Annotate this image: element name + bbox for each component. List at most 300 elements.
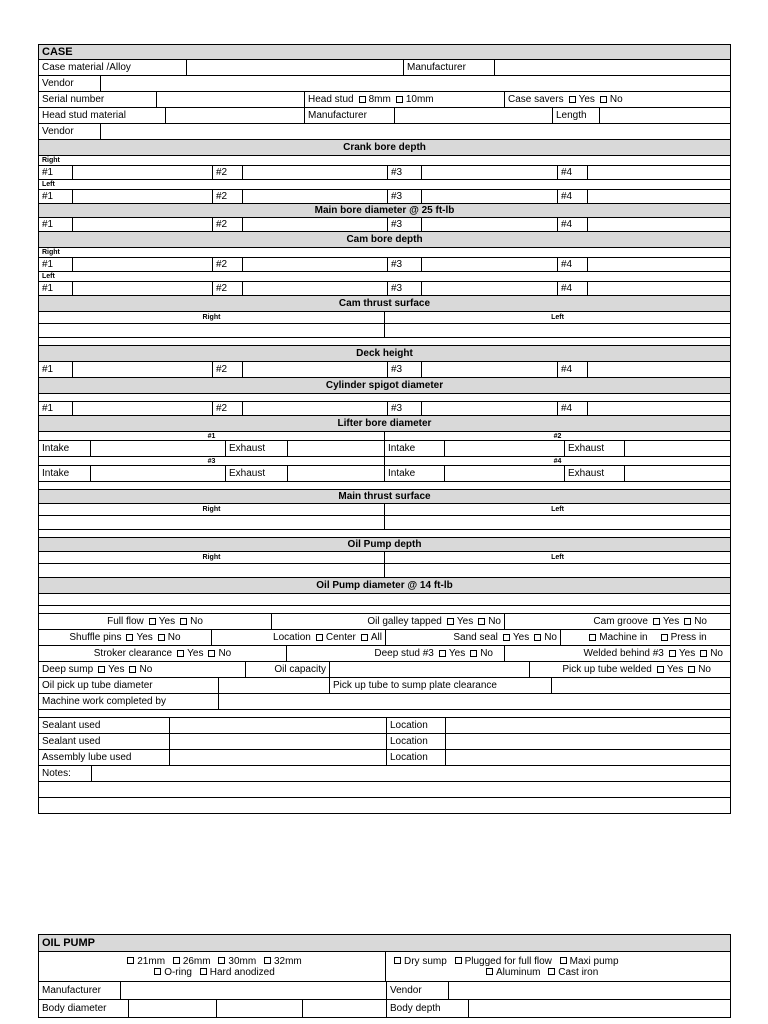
lifter-2-exhaust-field[interactable] [625,441,730,456]
machine-work-label: Machine work completed by [39,694,219,709]
all-label: All [370,632,382,643]
n1-label: #1 [39,402,73,415]
cam-right-4-field[interactable] [588,258,730,271]
aluminum-checkbox[interactable] [486,968,493,975]
sand-seal-no-checkbox[interactable] [534,634,541,641]
head-stud-10mm-label: 10mm [405,94,434,105]
pickup-diameter-field[interactable] [219,678,330,693]
spacer [39,530,730,537]
dry-sump-checkbox[interactable] [394,957,401,964]
shuffle-pins-no-checkbox[interactable] [158,634,165,641]
sealant-2-location-field[interactable] [446,734,730,749]
spacer [39,338,730,345]
deep-stud-yes-checkbox[interactable] [439,650,446,657]
spacer [39,394,730,401]
spigot-4-field[interactable] [588,402,730,415]
deep-stud-no-checkbox[interactable] [470,650,477,657]
spacer [39,482,730,489]
n2-label: #2 [213,362,243,377]
machine-press-cell [561,630,730,645]
cast-iron-label: Cast iron [558,966,599,978]
exhaust-label: Exhaust [565,441,625,456]
location-label: Location [387,718,446,733]
crank-bore-title: Crank bore depth [343,142,426,153]
cam-thrust-right-label: Right [39,312,385,323]
spacer-row [38,530,731,538]
spacer-row [38,482,731,490]
deck-4-field[interactable] [588,362,730,377]
lifter-4-exhaust-field[interactable] [625,466,730,481]
stroker-no-checkbox[interactable] [208,650,215,657]
main-thrust-header-row [38,490,731,504]
maxi-pump-label: Maxi pump [569,955,619,967]
hard-anodized-label: Hard anodized [209,966,275,978]
head-stud-label: Head stud [308,94,354,105]
machine-in-label: Machine in [599,632,648,643]
yes-label: Yes [448,648,466,659]
oil-pump-depth-title: Oil Pump depth [347,539,422,550]
body-diameter-field-1[interactable] [129,1000,217,1017]
main-thrust-labels-row [38,504,731,516]
lifter-2-intake-field[interactable] [445,441,565,456]
crank-left-3-field[interactable] [422,190,558,203]
cam-right-values-row [38,258,731,272]
spigot-title: Cylinder spigot diameter [325,380,444,391]
stud-vendor-field[interactable] [101,124,730,139]
main-bore-4-field[interactable] [588,218,730,231]
deep-stud-label: Deep stud #3 [374,648,434,659]
main-thrust-title: Main thrust surface [338,491,431,502]
spigot-2-field[interactable] [243,402,388,415]
exhaust-label: Exhaust [565,466,625,481]
stroker-label: Stroker clearance [93,648,173,659]
oil-capacity-field[interactable] [330,662,530,677]
pickup-welded-label: Pick up tube welded [562,664,652,675]
size-26mm-checkbox[interactable] [173,957,180,964]
hard-anodized-checkbox[interactable] [200,968,207,975]
plugged-label: Plugged for full flow [464,955,552,967]
cam-thrust-header-row [38,296,731,312]
main-bore-values-row [38,218,731,232]
n3-label: #3 [388,218,422,231]
spigot-header-row [38,378,731,394]
lifter-header-row [38,416,731,432]
crank-left-values-row [38,190,731,204]
sand-seal-yes-checkbox[interactable] [503,634,510,641]
pickup-clearance-label: Pick up tube to sump plate clearance [330,678,552,693]
oil-pump-diameter-title: Oil Pump diameter @ 14 ft-lb [316,580,453,591]
full-flow-yes-checkbox[interactable] [149,618,156,625]
maxi-pump-checkbox[interactable] [560,957,567,964]
location-label: Location [387,750,446,765]
stud-manufacturer-field[interactable] [395,108,553,123]
spigot-3-field[interactable] [422,402,558,415]
lifter-n-labels-row-2 [38,457,731,466]
oil-pump-type-cell [386,952,730,981]
head-stud-material-row [38,108,731,124]
assembly-lube-label: Assembly lube used [39,750,170,765]
main-bore-1-field[interactable] [73,218,213,231]
deep-sump-row [38,662,731,678]
n4-label: #4 [558,190,588,203]
size-30mm-label: 30mm [228,955,257,967]
sealant-1-field[interactable] [170,718,387,733]
oil-pump-depth-left-field[interactable] [385,564,730,577]
n3-label: #3 [388,258,422,271]
crank-right-label: Right [42,157,60,164]
size-32mm-checkbox[interactable] [264,957,271,964]
no-label: No [694,616,707,627]
cam-left-3-field[interactable] [422,282,558,295]
main-thrust-right-label: Right [39,504,385,515]
pickup-diameter-row [38,678,731,694]
n4-label: #4 [558,258,588,271]
cam-groove-label: Cam groove [593,616,648,627]
deck-1-field[interactable] [73,362,213,377]
welded-behind-yes-checkbox[interactable] [669,650,676,657]
deep-stud-cell [287,646,505,661]
spigot-values-row [38,402,731,416]
case-vendor-field[interactable] [101,76,730,91]
cam-left-2-field[interactable] [243,282,388,295]
shuffle-pins-yes-checkbox[interactable] [126,634,133,641]
no-label: No [710,648,723,659]
spacer [39,594,730,605]
spacer [39,606,730,613]
n4-label: #4 [558,402,588,415]
cam-thrust-values-row [38,324,731,338]
main-thrust-right-field[interactable] [39,516,385,529]
assembly-lube-location-field[interactable] [446,750,730,765]
oil-pump-vendor-field[interactable] [449,982,730,999]
finish-options [149,967,275,978]
case-vendor-label: Vendor [39,76,101,91]
no-label: No [167,632,181,643]
oil-pump-header-row [38,934,731,952]
sand-seal-label: Sand seal [453,632,498,643]
no-label: No [139,664,153,675]
n4-label: #4 [558,362,588,377]
notes-line-3 [38,798,731,814]
deck-height-title: Deck height [356,348,413,359]
machine-work-row [38,694,731,710]
oil-galley-yes-checkbox[interactable] [447,618,454,625]
notes-field-3[interactable] [39,798,730,813]
deck-2-field[interactable] [243,362,388,377]
case-manufacturer-label: Manufacturer [404,60,495,75]
size-32mm-label: 32mm [273,955,302,967]
case-title: CASE [39,45,730,59]
size-30mm-checkbox[interactable] [218,957,225,964]
yes-label: Yes [678,648,696,659]
lifter-4-label: #4 [553,457,562,465]
crank-left-2-field[interactable] [243,190,388,203]
cast-iron-checkbox[interactable] [548,968,555,975]
lifter-title: Lifter bore diameter [337,418,432,429]
body-depth-field[interactable] [469,1000,730,1017]
oil-pump-manufacturer-row [38,982,731,1000]
spigot-1-field[interactable] [73,402,213,415]
cam-right-1-field[interactable] [73,258,213,271]
oil-pump-form [38,934,731,1018]
full-flow-no-checkbox[interactable] [180,618,187,625]
oil-capacity-label: Oil capacity [246,662,330,677]
notes-row [38,766,731,782]
deep-sump-label: Deep sump [42,664,94,675]
case-manufacturer-field[interactable] [495,60,730,75]
crank-bore-header-row [38,140,731,156]
main-thrust-left-field[interactable] [385,516,730,529]
size-21mm-checkbox[interactable] [127,957,134,964]
n3-label: #3 [388,190,422,203]
n2-label: #2 [213,282,243,295]
crank-right-1-field[interactable] [73,166,213,179]
cam-bore-title: Cam bore depth [346,234,423,245]
deck-3-field[interactable] [422,362,558,377]
full-flow-label: Full flow [107,616,144,627]
cam-left-4-field[interactable] [588,282,730,295]
cam-right-2-field[interactable] [243,258,388,271]
cam-groove-no-checkbox[interactable] [684,618,691,625]
n2-label: #2 [213,190,243,203]
spacer-row [38,710,731,718]
oil-pump-depth-labels-row [38,552,731,564]
main-thrust-values-row [38,516,731,530]
sealant-row-1 [38,718,731,734]
main-bore-3-field[interactable] [422,218,558,231]
head-stud-material-label: Head stud material [39,108,166,123]
pickup-welded-yes-checkbox[interactable] [657,666,664,673]
cam-right-label: Right [42,249,60,256]
no-label: No [698,664,711,675]
serial-field[interactable] [157,92,305,107]
no-label: No [488,616,501,627]
crank-right-3-field[interactable] [422,166,558,179]
spacer-row [38,394,731,402]
no-label: No [190,616,203,627]
lifter-3-exhaust-field[interactable] [288,466,385,481]
n2-label: #2 [213,258,243,271]
yes-label: Yes [456,616,474,627]
lifter-2-label: #2 [553,432,562,440]
shuffle-pins-label: Shuffle pins [69,632,122,643]
notes-field-2[interactable] [39,782,730,797]
cam-thrust-left-field[interactable] [385,324,730,337]
deep-sump-yes-checkbox[interactable] [98,666,105,673]
head-stud-cell [305,92,505,107]
location-label: Location [387,734,446,749]
crank-right-label-row [38,156,731,166]
sealant-row-2 [38,734,731,750]
shuffle-pins-row [38,630,731,646]
sealant-label: Sealant used [39,734,170,749]
main-thrust-left-label: Left [551,506,564,513]
full-flow-cell [39,614,272,629]
n2-label: #2 [213,218,243,231]
sealant-label: Sealant used [39,718,170,733]
lifter-1-exhaust-field[interactable] [288,441,385,456]
crank-left-4-field[interactable] [588,190,730,203]
cam-groove-yes-checkbox[interactable] [653,618,660,625]
lifter-3-intake-field[interactable] [91,466,226,481]
location-center-checkbox[interactable] [316,634,323,641]
lifter-4-intake-field[interactable] [445,466,565,481]
yes-label: Yes [666,664,684,675]
stroker-cell [39,646,287,661]
lifter-3-label: #3 [39,457,385,465]
location-cell [212,630,386,645]
cam-groove-cell [505,614,730,629]
oil-pump-depth-right-field[interactable] [39,564,385,577]
n3-label: #3 [388,402,422,415]
dry-sump-label: Dry sump [404,955,447,967]
crank-right-2-field[interactable] [243,166,388,179]
full-flow-row [38,614,731,630]
n1-label: #1 [39,218,73,231]
yes-label: Yes [108,664,125,675]
machine-in-checkbox[interactable] [589,634,596,641]
cam-left-label: Left [42,273,55,280]
oil-pump-options-row [38,952,731,982]
shuffle-pins-cell [39,630,212,645]
yes-label: Yes [187,648,204,659]
case-form [38,44,731,814]
head-stud-material-field[interactable] [166,108,305,123]
notes-line-2 [38,782,731,798]
welded-behind-label: Welded behind #3 [583,648,664,659]
deep-sump-cell [39,662,246,677]
notes-label: Notes: [39,766,92,781]
case-material-field[interactable] [187,60,404,75]
oil-galley-no-checkbox[interactable] [478,618,485,625]
pickup-diameter-label: Oil pick up tube diameter [39,678,219,693]
n1-label: #1 [39,190,73,203]
case-vendor-row [38,76,731,92]
main-bore-header-row [38,204,731,218]
n3-label: #3 [388,166,422,179]
cam-left-1-field[interactable] [73,282,213,295]
deep-sump-no-checkbox[interactable] [129,666,136,673]
yes-label: Yes [512,632,530,643]
press-in-checkbox[interactable] [661,634,668,641]
lifter-n-labels-row [38,432,731,441]
case-savers-no-checkbox[interactable] [600,96,607,103]
oil-pump-depth-values-row [38,564,731,578]
sealant-1-location-field[interactable] [446,718,730,733]
case-savers-yes-checkbox[interactable] [569,96,576,103]
case-savers-cell [505,92,730,107]
oil-pump-manufacturer-field[interactable] [121,982,387,999]
head-stud-8mm-label: 8mm [368,94,391,105]
crank-left-label-row [38,180,731,190]
head-stud-10mm-checkbox[interactable] [396,96,403,103]
crank-left-label: Left [42,181,55,188]
case-savers-label: Case savers [508,94,564,105]
cam-left-label-row [38,272,731,282]
body-diameter-field-2[interactable] [217,1000,303,1017]
n1-label: #1 [39,258,73,271]
press-in-label: Press in [670,632,707,643]
length-label: Length [553,108,600,123]
stroker-row [38,646,731,662]
cam-right-3-field[interactable] [422,258,558,271]
welded-behind-cell [505,646,730,661]
sealant-2-field[interactable] [170,734,387,749]
lifter-1-intake-field[interactable] [91,441,226,456]
no-label: No [480,648,493,659]
crank-right-4-field[interactable] [588,166,730,179]
plugged-checkbox[interactable] [455,957,462,964]
crank-right-values-row [38,166,731,180]
machine-work-field[interactable] [219,694,730,709]
oil-pump-depth-left-label: Left [551,554,564,561]
oil-pump-body-row [38,1000,731,1018]
size-21mm-label: 21mm [137,955,166,967]
n4-label: #4 [558,282,588,295]
location-all-checkbox[interactable] [361,634,368,641]
main-bore-title: Main bore diameter @ 25 ft-lb [314,205,455,216]
lifter-values-row-1 [38,441,731,457]
case-material-row [38,60,731,76]
spacer-row [38,338,731,346]
cam-thrust-right-field[interactable] [39,324,385,337]
main-bore-2-field[interactable] [243,218,388,231]
pickup-welded-cell [530,662,730,677]
lifter-values-row-2 [38,466,731,482]
no-label: No [544,632,557,643]
welded-behind-no-checkbox[interactable] [700,650,707,657]
exhaust-label: Exhaust [226,466,288,481]
crank-left-1-field[interactable] [73,190,213,203]
cam-bore-header-row [38,232,731,248]
n1-label: #1 [39,166,73,179]
lifter-1-label: #1 [39,432,385,440]
case-material-label: Case material /Alloy [39,60,187,75]
stroker-yes-checkbox[interactable] [177,650,184,657]
length-field[interactable] [600,108,730,123]
oil-galley-cell [272,614,505,629]
head-stud-8mm-checkbox[interactable] [359,96,366,103]
center-label: Center [325,632,356,643]
no-label: No [218,648,232,659]
body-diameter-field-3[interactable] [303,1000,387,1017]
intake-label: Intake [385,441,445,456]
n2-label: #2 [213,402,243,415]
cam-thrust-labels-row [38,312,731,324]
spacer-row [38,594,731,606]
size-options [122,956,302,967]
notes-field[interactable] [92,766,730,781]
oring-checkbox[interactable] [154,968,161,975]
deck-height-header-row [38,346,731,362]
yes-label: Yes [578,94,595,105]
intake-label: Intake [385,466,445,481]
spacer-row [38,606,731,614]
body-depth-label: Body depth [387,1000,469,1017]
n3-label: #3 [388,282,422,295]
assembly-lube-field[interactable] [170,750,387,765]
sand-seal-cell [386,630,561,645]
intake-label: Intake [39,466,91,481]
pickup-clearance-field[interactable] [552,678,730,693]
aluminum-label: Aluminum [496,966,541,978]
deck-height-values-row [38,362,731,378]
pickup-welded-no-checkbox[interactable] [688,666,695,673]
oil-pump-vendor-label: Vendor [387,982,449,999]
material-options [389,967,598,978]
oring-label: O-ring [164,966,192,978]
spacer [39,710,730,717]
